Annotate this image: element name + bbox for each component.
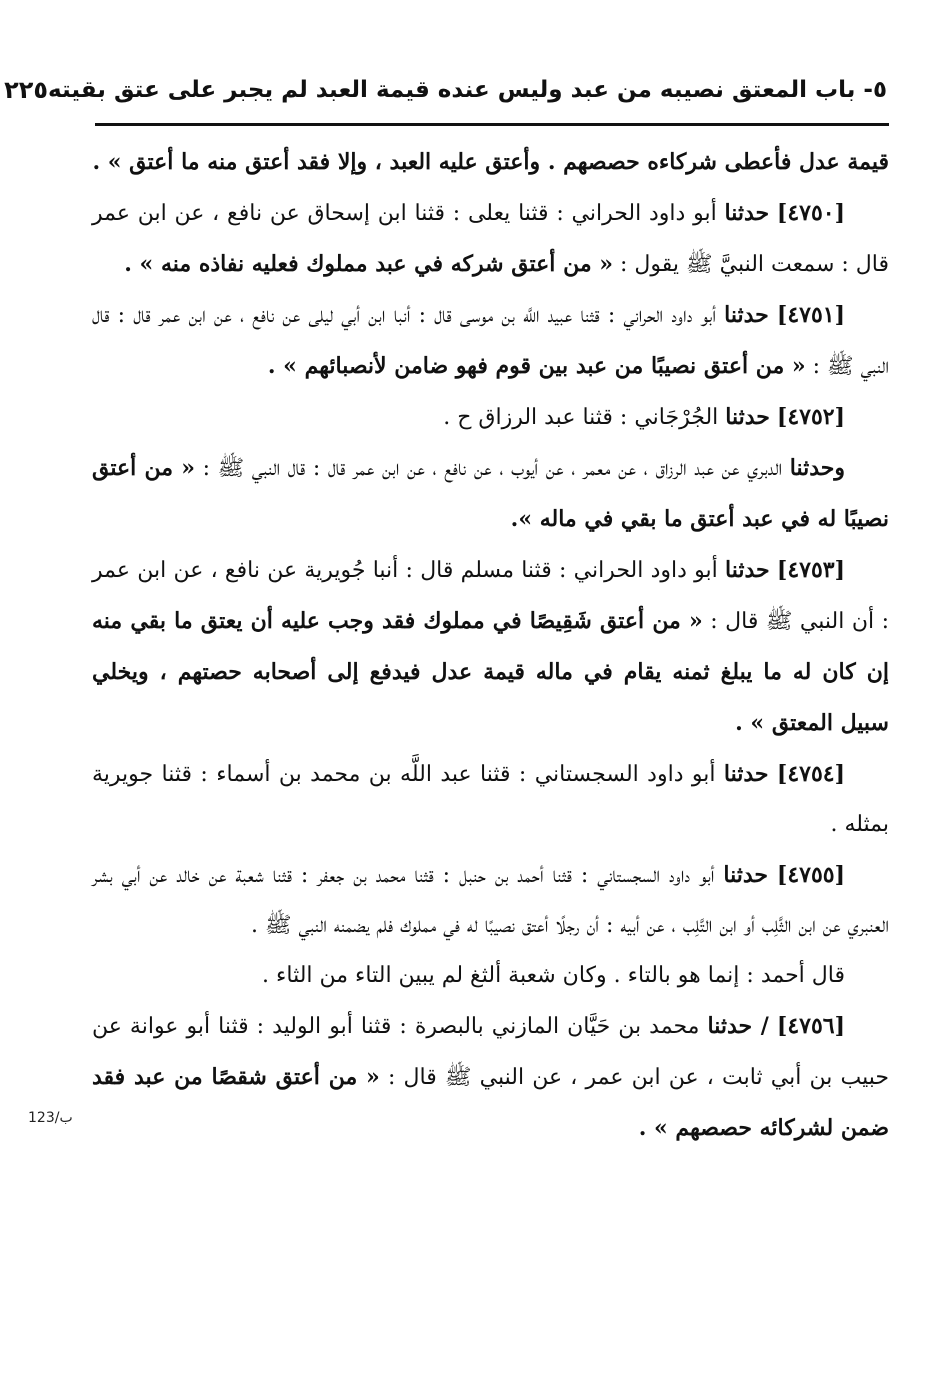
hadith-number: [٤٧٥٢]	[776, 404, 845, 430]
hadith-lead: / حدثنا	[707, 1013, 769, 1039]
hadith-number: [٤٧٥٤]	[776, 761, 845, 787]
page-body	[92, 137, 889, 1154]
paragraph-0	[92, 137, 889, 188]
hadith-chain: أبو داود الحراني : قثنا يعلى : قثنا ابن إسحاق عن نافع ، عن ابن عمر قال : سمعت النبيَّ ﷺ يقول :	[92, 201, 889, 277]
hadith-number: [٤٧٥٠]	[776, 200, 846, 226]
hadith-number: [٤٧٥٣]	[776, 557, 845, 583]
hadith-lead: حدثنا	[725, 557, 770, 583]
hadith-4753	[92, 545, 889, 749]
hadith-text-bold: « من أعتق شَقِيصًا في مملوك فقد وجب عليه أن يعتق ما بقي منه إن كان له ما يبلغ ثمنه يقام في ماله قيمة عدل فيدفع إلى أصحابه حصتهم ، ويخلي سبيل المعتق » .	[92, 608, 889, 736]
hadith-4751	[92, 290, 889, 392]
hadith-text-bold: « من أعتق نصيبًا من عبد بين قوم فهو ضامن لأنصبائهم » .	[267, 353, 806, 379]
hadith-lead: حدثنا	[723, 862, 768, 888]
hadith-number: [٤٧٥٥]	[776, 862, 845, 888]
hadith-4754	[92, 749, 889, 850]
hadith-chain: أبو داود الحراني : قثنا عبيد اللَّه بن موسى قال : أنبا ابن أبي ليلى عن نافع ، عن ابن عمر قال : قال النبي ﷺ :	[92, 303, 889, 379]
hadith-chain: الجُرْجَاني : قثنا عبد الرزاق ح .	[443, 405, 719, 430]
hadith-lead: وحدثنا	[789, 455, 845, 481]
page-header	[4, 62, 887, 118]
hadith-lead: حدثنا	[724, 302, 769, 328]
hadith-chain: محمد بن حَيَّان المازني بالبصرة : قثنا أبو الوليد : قثنا أبو عوانة عن حبيب بن أبي ثابت ، عن ابن عمر ، عن النبي ﷺ قال :	[92, 1014, 889, 1090]
hadith-chain: أبو داود السجستاني : قثنا عبد اللَّه بن محمد بن أسماء : قثنا جويرية بمثله .	[92, 762, 889, 837]
hadith-text-bold: « من أعتق نصيبًا له في عبد أعتق ما بقي في ماله ».	[92, 455, 889, 532]
hadith-4750	[92, 188, 889, 290]
hadith-number: [٤٧٥١]	[776, 302, 846, 328]
header-divider	[95, 123, 889, 126]
hadith-4752	[92, 392, 889, 443]
hadith-text-bold: « من أعتق شركه في عبد مملوك فعليه نفاذه منه » .	[124, 251, 614, 277]
hadith-text-bold: « من أعتق شقصًا من عبد فقد ضمن لشركائه حصصهم » .	[92, 1064, 889, 1141]
hadith-4752-continued	[92, 443, 889, 545]
hadith-chain: أبو داود الحراني : قثنا مسلم قال : أنبا جُويرية عن نافع ، عن ابن عمر : أن النبي ﷺ قال :	[92, 558, 889, 634]
page-number: ٢٢٥	[4, 76, 49, 104]
hadith-chain: أبو داود السجستاني : قثنا أحمد بن حنبل : قثنا محمد بن جعفر : قثنا شعبة عن خالد عن أبي بشر العنبري عن ابن الثَّلِب أو ابن التَّلِب ، عن أبيه : أن رجلًا أعتق نصيبًا له في مملوك فلم يضمنه النبي ﷺ .	[92, 863, 889, 938]
hadith-4755	[92, 850, 889, 951]
hadith-4756	[92, 1001, 889, 1154]
hadith-text-bold: قيمة عدل فأعطى شركاءه حصصهم . وأعتق عليه العبد ، وإلا فقد أعتق منه ما أعتق » .	[92, 149, 889, 175]
comment-text: قال أحمد : إنما هو بالتاء . وكان شعبة ألثغ لم يبين التاء من الثاء .	[262, 963, 845, 988]
hadith-number: [٤٧٥٦]	[776, 1013, 845, 1039]
hadith-lead: حدثنا	[724, 200, 770, 226]
margin-folio-note: 123/ب	[28, 1110, 73, 1126]
hadith-lead: حدثنا	[725, 404, 770, 430]
hadith-lead: حدثنا	[723, 761, 769, 787]
chapter-title: ٥- باب المعتق نصيبه من عبد وليس عنده قيمة العبد لم يجبر على عتق بقيته	[48, 77, 887, 103]
hadith-chain: الدبري عن عبد الرزاق ، عن معمر ، عن أيوب ، عن نافع ، عن ابن عمر قال : قال النبي ﷺ :	[202, 456, 783, 481]
comment-ahmad	[92, 951, 889, 1001]
